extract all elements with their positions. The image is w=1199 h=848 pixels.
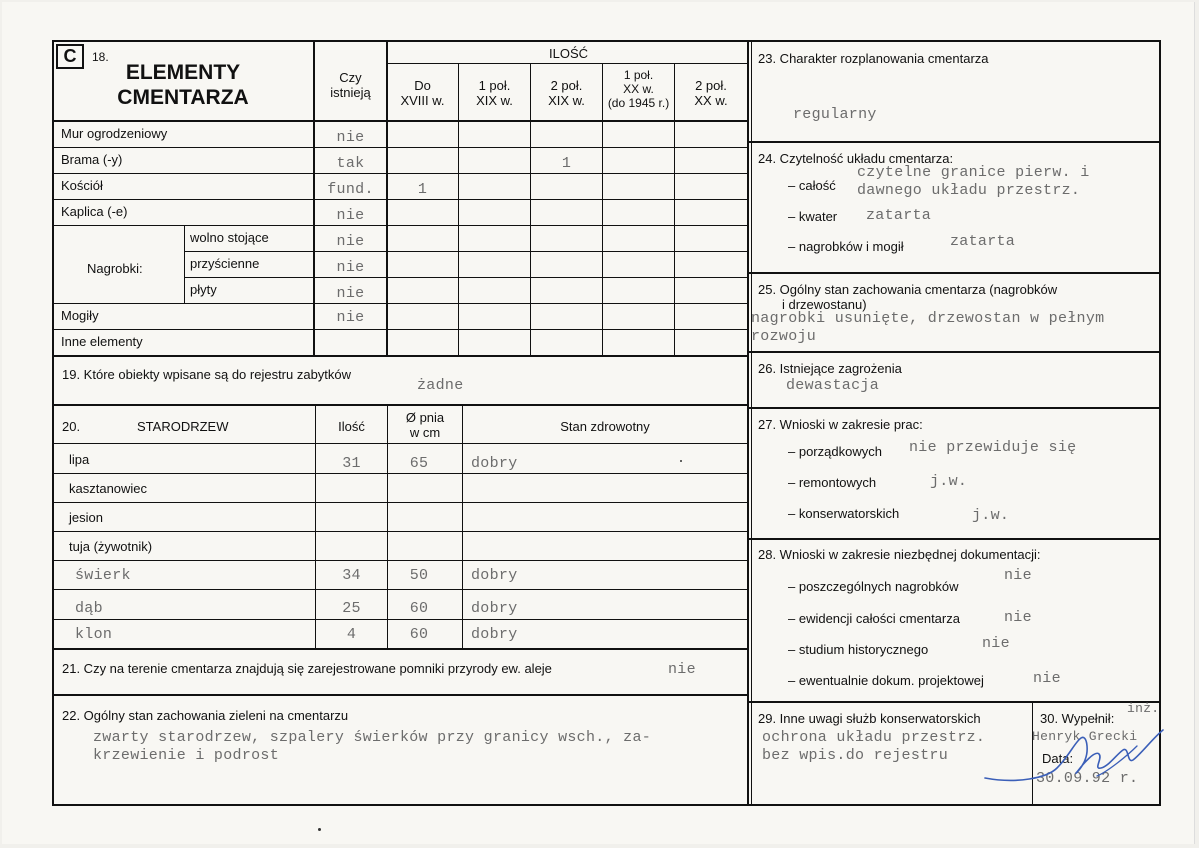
trees-title: STARODRZEW bbox=[137, 419, 229, 434]
q24-whole-label: – całość bbox=[788, 178, 836, 193]
divider-28-29 bbox=[749, 701, 1161, 703]
s20-hline-r4 bbox=[52, 560, 749, 561]
s18-hline-r4 bbox=[52, 225, 749, 226]
exists-slabs: nie bbox=[336, 285, 365, 302]
s18-hline-ilosc bbox=[386, 63, 749, 64]
left-frame-bottom bbox=[52, 804, 749, 806]
trees-count-header: Ilość bbox=[338, 419, 365, 434]
q27-item2-value: j.w. bbox=[930, 473, 968, 490]
tree-name-jesion: jesion bbox=[69, 510, 103, 525]
q23-label: 23. Charakter rozplanowania cmentarza bbox=[758, 51, 989, 66]
q27-item3-label: – konserwatorskich bbox=[788, 506, 900, 521]
tree-count-dab: 25 bbox=[342, 600, 361, 617]
exists-wall: nie bbox=[336, 129, 365, 146]
s20-hline-r1 bbox=[52, 473, 749, 474]
q26-label: 26. Istniejące zagrożenia bbox=[758, 361, 902, 376]
exists-header: Czy istnieją bbox=[330, 70, 371, 100]
s18-hline-r5 bbox=[184, 251, 749, 252]
tree-health-swierk: dobry bbox=[471, 567, 518, 584]
q26-value: dewastacja bbox=[786, 377, 880, 394]
q30-date-value: 30.09.92 r. bbox=[1036, 770, 1139, 787]
tree-name-lipa: lipa bbox=[69, 452, 90, 467]
q27-item2-label: – remontowych bbox=[788, 475, 877, 490]
tree-name-tuja: tuja (żywotnik) bbox=[69, 539, 153, 554]
q21-label: 21. Czy na terenie cmentarza znajdują się zarejestrowane pomniki przyrody ew. aleje bbox=[62, 661, 552, 676]
q30-date-label: Data: bbox=[1042, 751, 1074, 766]
elements-title-1: ELEMENTY bbox=[125, 61, 241, 84]
q24-graves-value: zatarta bbox=[950, 233, 1016, 250]
qty-church-pre18: 1 bbox=[417, 181, 428, 198]
section-letter: C bbox=[63, 46, 77, 66]
row-label-wall: Mur ogrodzeniowy bbox=[61, 126, 168, 141]
exists-chapel: nie bbox=[336, 207, 365, 224]
q27-item1-value: nie przewiduje się bbox=[909, 439, 1077, 456]
s18-hline-r6 bbox=[184, 277, 749, 278]
exists-wall-mounted: nie bbox=[336, 259, 365, 276]
q25-line1: nagrobki usunięte, drzewostan w pełnym bbox=[751, 310, 1105, 327]
tree-health-lipa: dobry bbox=[471, 455, 518, 472]
q24-label: 24. Czytelność układu cmentarza: bbox=[758, 151, 954, 166]
q25-label-1: 25. Ogólny stan zachowania cmentarza (nagrobków bbox=[758, 282, 1058, 297]
left-frame-right bbox=[747, 40, 749, 806]
row-label-slabs: płyty bbox=[190, 282, 217, 297]
tree-count-swierk: 34 bbox=[342, 567, 361, 584]
s18-hline-r8 bbox=[52, 329, 749, 330]
divider-21-22 bbox=[52, 694, 749, 696]
tree-count-klon: 4 bbox=[346, 626, 357, 643]
q23-value: regularny bbox=[793, 106, 877, 123]
tree-name-dab: dąb bbox=[75, 600, 103, 617]
s18-hline-r2 bbox=[52, 173, 749, 174]
row-label-freestanding: wolno stojące bbox=[190, 230, 269, 245]
q19-value: żadne bbox=[417, 377, 464, 394]
trees-health-header: Stan zdrowotny bbox=[560, 419, 650, 434]
quantity-header: ILOŚĆ bbox=[548, 46, 588, 61]
s20-hline-r6 bbox=[52, 619, 749, 620]
row-label-graves: Mogiły bbox=[61, 308, 99, 323]
q28-item4-label: – ewentualnie dokum. projektowej bbox=[788, 673, 984, 688]
period-header-4: 1 poł. XX w. (do 1945 r.) bbox=[607, 68, 670, 110]
s20-hline-r2 bbox=[52, 502, 749, 503]
right-frame-bottom bbox=[749, 804, 1161, 806]
q28-label: 28. Wnioski w zakresie niezbędnej dokumentacji: bbox=[758, 547, 1041, 562]
q28-item2-label: – ewidencji całości cmentarza bbox=[788, 611, 960, 626]
tree-diam-klon: 60 bbox=[409, 626, 429, 643]
period-header-3: 2 poł. XIX w. bbox=[548, 78, 585, 108]
tree-count-lipa: 31 bbox=[342, 455, 361, 472]
divider-19-20 bbox=[52, 404, 749, 406]
q28-item1-value: nie bbox=[1004, 567, 1032, 584]
trees-number: 20. bbox=[62, 419, 81, 434]
q30-label: 30. Wypełnił: bbox=[1040, 711, 1115, 726]
q22-line1: zwarty starodrzew, szpalery świerków przy granicy wsch., za- bbox=[93, 729, 652, 746]
s18-nagrobki-vline bbox=[184, 225, 185, 303]
left-frame-left bbox=[52, 40, 54, 806]
s20-vline-diam bbox=[462, 405, 463, 649]
row-label-other: Inne elementy bbox=[61, 334, 143, 349]
speck-1 bbox=[318, 828, 321, 831]
q22-line2: krzewienie i podrost bbox=[93, 747, 280, 764]
q24-whole-line2: dawnego układu przestrz. bbox=[857, 182, 1081, 199]
tree-name-swierk: świerk bbox=[75, 567, 131, 584]
s20-hline-r5 bbox=[52, 589, 749, 590]
divider-27-28 bbox=[749, 538, 1161, 540]
trees-diam-header: Ø pnia w cm bbox=[405, 410, 445, 440]
s18-hline-r7 bbox=[52, 303, 749, 304]
q24-quarters-label: – kwater bbox=[788, 209, 838, 224]
q28-item2-value: nie bbox=[1004, 609, 1032, 626]
period-header-2: 1 poł. XIX w. bbox=[476, 78, 513, 108]
q24-quarters-value: zatarta bbox=[866, 207, 932, 224]
s18-hline-head bbox=[52, 120, 749, 122]
q22-label: 22. Ogólny stan zachowania zieleni na cmentarzu bbox=[62, 708, 349, 723]
q28-item3-label: – studium historycznego bbox=[788, 642, 929, 657]
right-inner-left bbox=[751, 40, 752, 806]
tree-diam-lipa: 65 bbox=[409, 455, 429, 472]
elements-number: 18. bbox=[92, 50, 109, 64]
period-header-5: 2 poł. XX w. bbox=[694, 78, 728, 108]
exists-graves: nie bbox=[336, 309, 365, 326]
q24-graves-label: – nagrobków i mogił bbox=[788, 239, 904, 254]
tree-name-kasztanowiec: kasztanowiec bbox=[69, 481, 148, 496]
row-label-gate: Brama (-y) bbox=[61, 152, 123, 167]
q25-line2: rozwoju bbox=[751, 328, 817, 345]
signature-mark bbox=[977, 720, 1167, 792]
tree-health-klon: dobry bbox=[471, 626, 518, 643]
inventory-card bbox=[2, 2, 1195, 844]
q30-name-line1: inż. bbox=[1127, 701, 1160, 716]
divider-18-19 bbox=[52, 355, 749, 357]
exists-church: fund. bbox=[327, 181, 374, 198]
exists-freestanding: nie bbox=[336, 233, 365, 250]
q25-label-2: i drzewostanu) bbox=[782, 297, 867, 312]
exists-gate: tak bbox=[336, 155, 365, 172]
right-frame-right bbox=[1159, 40, 1161, 806]
tree-diam-swierk: 50 bbox=[409, 567, 429, 584]
tree-name-klon: klon bbox=[75, 626, 113, 643]
row-label-church: Kościół bbox=[61, 178, 103, 193]
s20-hline-head bbox=[52, 443, 749, 444]
right-frame-top bbox=[749, 40, 1161, 42]
divider-20-21 bbox=[52, 648, 749, 650]
q27-item3-value: j.w. bbox=[972, 507, 1010, 524]
q28-item4-value: nie bbox=[1033, 670, 1061, 687]
s18-hline-r1 bbox=[52, 147, 749, 148]
period-header-1: Do XVIII w. bbox=[400, 78, 445, 108]
q28-item3-value: nie bbox=[982, 635, 1010, 652]
q24-whole-line1: czytelne granice pierw. i bbox=[857, 164, 1090, 181]
tree-health-dab: dobry bbox=[471, 600, 518, 617]
q28-item1-label: – poszczególnych nagrobków bbox=[788, 579, 959, 594]
divider-24-25 bbox=[749, 272, 1161, 274]
q27-item1-label: – porządkowych bbox=[788, 444, 882, 459]
qty-gate-2pol19: 1 bbox=[561, 155, 572, 172]
left-frame-top bbox=[52, 40, 749, 42]
q21-value: nie bbox=[668, 661, 696, 678]
elements-title-2: CMENTARZA bbox=[117, 86, 249, 109]
speck-2 bbox=[680, 460, 682, 462]
row-label-nagrobki: Nagrobki: bbox=[87, 261, 143, 276]
q29-label: 29. Inne uwagi służb konserwatorskich bbox=[758, 711, 981, 726]
q30-name-line2: Henryk Grecki bbox=[1032, 729, 1138, 744]
q27-label: 27. Wnioski w zakresie prac: bbox=[758, 417, 923, 432]
s18-hline-r3 bbox=[52, 199, 749, 200]
row-label-chapel: Kaplica (-e) bbox=[61, 204, 128, 219]
q29-line1: ochrona układu przestrz. bbox=[762, 729, 986, 746]
divider-26-27 bbox=[749, 407, 1161, 409]
q29-line2: bez wpis.do rejestru bbox=[762, 747, 949, 764]
row-label-wall-mounted: przyścienne bbox=[190, 256, 260, 271]
s20-hline-r3 bbox=[52, 531, 749, 532]
divider-25-26 bbox=[749, 351, 1161, 353]
q19-label: 19. Które obiekty wpisane są do rejestru zabytków bbox=[62, 367, 352, 382]
divider-23-24 bbox=[749, 141, 1161, 143]
tree-diam-dab: 60 bbox=[409, 600, 429, 617]
